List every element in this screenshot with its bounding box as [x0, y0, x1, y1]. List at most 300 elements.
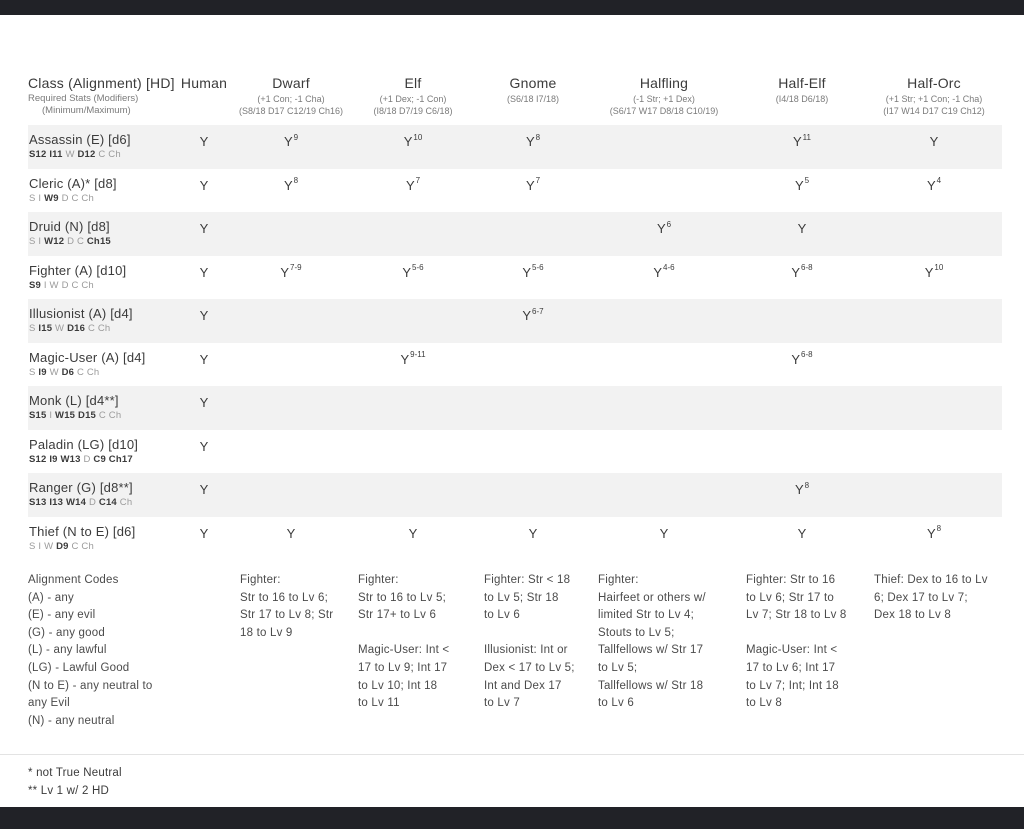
- note-line: to Lv 6: [598, 697, 634, 710]
- yes-marker: Y: [926, 525, 936, 541]
- note-line: Illusionist: Int or: [484, 644, 568, 657]
- race-note-gnome: [476, 572, 590, 730]
- race-name: Dwarf: [272, 75, 310, 91]
- yes-marker: Y: [797, 525, 807, 541]
- race-column-header-gnome: [476, 74, 590, 117]
- yes-marker: Y: [199, 264, 209, 280]
- availability-cell: [866, 393, 1002, 430]
- level-limit-superscript: 6: [666, 219, 672, 229]
- stat-segment: I9: [38, 366, 50, 378]
- race-name: Halfling: [639, 75, 689, 91]
- footnotes: [28, 764, 122, 800]
- stat-segment: W9: [44, 192, 62, 204]
- stat-segment: S13: [29, 497, 50, 508]
- note-line: Str to 16 to Lv 5;: [358, 591, 446, 604]
- class-name: Magic-User (A) [d4]: [29, 349, 146, 365]
- yes-marker: Y: [794, 482, 804, 497]
- race-stat-minmax: (S6/18 I7/18): [506, 94, 560, 104]
- class-cell: [28, 219, 176, 256]
- note-paragraph: [240, 572, 350, 642]
- yes-marker: Y: [656, 221, 666, 236]
- stat-segment: Ch17: [108, 453, 133, 465]
- yes-marker: Y: [405, 177, 415, 193]
- availability-cell: [232, 132, 350, 169]
- availability-cell: [232, 219, 350, 256]
- level-limit-superscript: 6-8: [801, 350, 813, 360]
- stat-segment: D: [61, 279, 72, 291]
- stat-segment: I: [38, 236, 45, 247]
- stat-segment: S15: [29, 410, 50, 421]
- note-line: to Lv 7; Int; Int 18: [746, 679, 839, 692]
- class-cell: [28, 306, 176, 343]
- class-cell: [28, 480, 176, 517]
- note-line: to Lv 6; Str 17 to: [746, 591, 834, 604]
- availability-cell: [176, 132, 232, 169]
- availability-cell: [350, 480, 476, 517]
- availability-cell: [476, 350, 590, 387]
- table-row: [28, 169, 1002, 213]
- availability-cell: [476, 437, 590, 474]
- stat-segment: S9: [29, 279, 44, 291]
- class-cell: [28, 350, 176, 387]
- note-line: Stouts to Lv 5;: [598, 626, 675, 639]
- yes-marker: Y: [653, 264, 663, 280]
- note-line: Magic-User: Int <: [746, 644, 838, 657]
- availability-cell: [176, 437, 232, 474]
- note-line: to Lv 6: [484, 609, 520, 622]
- stat-segment: S: [29, 236, 39, 247]
- class-cell: [28, 176, 176, 213]
- availability-cell: [176, 480, 232, 517]
- availability-cell: [232, 437, 350, 474]
- note-line: Lv 7; Str 18 to Lv 8: [746, 609, 847, 622]
- stat-segment: C: [76, 366, 87, 378]
- availability-cell: [738, 393, 866, 430]
- race-stat-modifiers: (-1 Str; +1 Dex): [633, 94, 695, 104]
- availability-cell: [350, 176, 476, 213]
- class-name: Monk (L) [d4**]: [29, 393, 119, 408]
- class-name: Fighter (A) [d10]: [29, 262, 127, 278]
- class-cell: [28, 524, 176, 561]
- availability-cell: [476, 132, 590, 169]
- class-name: Ranger (G) [d8**]: [29, 480, 133, 495]
- note-line: Thief: Dex to 16 to Lv: [874, 574, 988, 586]
- table-row: [28, 386, 1002, 430]
- stat-segment: I: [49, 410, 56, 421]
- note-line: Fighter:: [240, 574, 281, 586]
- stat-segment: S12: [29, 149, 50, 160]
- note-line: Dex < 17 to Lv 5;: [484, 661, 575, 674]
- required-stats-line: [29, 497, 176, 509]
- table-row: [28, 212, 1002, 256]
- alignment-code-line: (A) - any: [28, 591, 74, 604]
- yes-marker: Y: [280, 264, 290, 280]
- alignment-code-line: any Evil: [28, 697, 70, 710]
- availability-cell: [590, 437, 738, 474]
- race-name: Half-Elf: [778, 75, 826, 91]
- stat-segment: W: [49, 279, 62, 291]
- alignment-code-line: (G) - any good: [28, 626, 105, 639]
- note-line: to Lv 5;: [598, 661, 638, 674]
- yes-marker: Y: [791, 264, 801, 280]
- table-row: [28, 430, 1002, 474]
- yes-marker: Y: [408, 525, 418, 541]
- table-row: [28, 517, 1002, 561]
- availability-cell: [866, 437, 1002, 474]
- race-stat-modifiers: (+1 Dex; -1 Con): [379, 94, 447, 104]
- stat-segment: C14: [98, 497, 120, 508]
- alignment-codes: [28, 572, 232, 730]
- alignment-code-line: (LG) - Lawful Good: [28, 661, 130, 674]
- availability-cell: [476, 480, 590, 517]
- race-note-dwarf: [232, 572, 350, 730]
- note-paragraph: [874, 572, 1002, 625]
- availability-cell: [232, 263, 350, 300]
- table-row: [28, 125, 1002, 169]
- yes-marker: Y: [929, 134, 939, 149]
- alignment-codes-title: Alignment Codes: [28, 574, 119, 586]
- availability-cell: [866, 219, 1002, 256]
- availability-cell: [590, 263, 738, 300]
- stat-segment: Ch: [97, 323, 111, 334]
- stat-segment: Ch: [86, 366, 100, 378]
- note-line: 6; Dex 17 to Lv 7;: [874, 591, 968, 604]
- availability-cell: [590, 480, 738, 517]
- class-column-header: [28, 74, 176, 117]
- availability-cell: [350, 306, 476, 343]
- stat-segment: C: [71, 279, 82, 291]
- stat-segment: W: [55, 323, 68, 334]
- yes-marker: Y: [528, 525, 538, 541]
- availability-cell: [176, 263, 232, 300]
- availability-cell: [350, 393, 476, 430]
- level-limit-superscript: 8: [535, 132, 541, 142]
- race-note-halfling: [590, 572, 738, 730]
- availability-cell: [738, 132, 866, 169]
- availability-cell: [176, 350, 232, 387]
- alignment-code-line: (E) - any evil: [28, 609, 96, 622]
- yes-marker: Y: [286, 525, 296, 541]
- race-name: Elf: [404, 75, 422, 91]
- availability-cell: [176, 219, 232, 256]
- note-paragraph: [746, 642, 866, 712]
- availability-cell: [866, 263, 1002, 300]
- availability-cell: [866, 480, 1002, 517]
- note-paragraph: [598, 572, 738, 713]
- table-row: [28, 343, 1002, 387]
- yes-marker: Y: [199, 438, 209, 454]
- race-note-half-orc: [866, 572, 1002, 730]
- note-line: limited Str to Lv 4;: [598, 609, 695, 622]
- stat-segment: Ch: [108, 149, 121, 160]
- yes-marker: Y: [924, 264, 934, 280]
- class-cell: [28, 437, 176, 474]
- level-limit-superscript: 10: [934, 263, 944, 273]
- class-name: Druid (N) [d8]: [29, 219, 110, 234]
- race-stat-minmax: (I8/18 D7/19 C6/18): [373, 106, 453, 116]
- level-limit-superscript: 6-7: [532, 306, 544, 316]
- availability-cell: [866, 176, 1002, 213]
- level-limit-superscript: 7: [535, 176, 541, 186]
- race-column-header-half-orc: [866, 74, 1002, 117]
- required-stats-line: [29, 193, 176, 205]
- availability-cell: [232, 176, 350, 213]
- stat-segment: I9: [49, 453, 61, 465]
- level-limit-superscript: 9: [293, 132, 299, 142]
- stat-segment: C9: [93, 453, 109, 465]
- stat-segment: D: [61, 192, 72, 204]
- note-paragraph: [746, 572, 866, 625]
- yes-marker: Y: [199, 525, 209, 541]
- availability-cell: [232, 306, 350, 343]
- note-line: to Lv 11: [358, 697, 400, 710]
- level-limit-superscript: 5-6: [412, 263, 424, 273]
- stat-segment: I: [43, 279, 50, 291]
- class-header-sub1: Required Stats (Modifiers): [28, 93, 139, 104]
- availability-cell: [738, 437, 866, 474]
- stat-segment: C: [98, 410, 109, 421]
- stat-segment: C: [98, 149, 109, 160]
- note-line: Tallfellows w/ Str 18: [598, 679, 704, 692]
- stat-segment: D12: [77, 149, 99, 160]
- race-column-header-elf: [350, 74, 476, 117]
- note-line: 17 to Lv 6; Int 17: [746, 661, 836, 674]
- availability-cell: [738, 350, 866, 387]
- stat-segment: C: [71, 192, 82, 204]
- table-row: [28, 299, 1002, 343]
- note-line: to Lv 10; Int 18: [358, 679, 438, 692]
- required-stats-line: [29, 454, 176, 466]
- stat-segment: W15: [55, 410, 79, 421]
- table-row: [28, 473, 1002, 517]
- availability-cell: [232, 350, 350, 387]
- note-paragraph: [358, 572, 476, 625]
- stat-segment: D: [83, 453, 94, 465]
- availability-cell: [176, 393, 232, 430]
- level-limit-superscript: 4: [936, 176, 942, 186]
- note-line: Fighter:: [358, 574, 399, 586]
- race-note-half-elf: [738, 572, 866, 730]
- note-line: Dex 18 to Lv 8: [874, 609, 951, 622]
- availability-cell: [738, 219, 866, 256]
- note-line: Fighter:: [598, 574, 639, 586]
- stat-segment: W: [65, 149, 78, 160]
- level-limit-superscript: 7-9: [290, 263, 302, 273]
- yes-marker: Y: [522, 308, 532, 323]
- availability-cell: [866, 350, 1002, 387]
- race-column-header-dwarf: [232, 74, 350, 117]
- alignment-code-line: (N) - any neutral: [28, 714, 115, 727]
- stat-segment: I11: [49, 149, 66, 160]
- note-paragraph: [484, 642, 590, 712]
- availability-cell: [590, 350, 738, 387]
- availability-cell: [350, 219, 476, 256]
- note-line: Magic-User: Int <: [358, 644, 450, 657]
- note-paragraph: [484, 572, 590, 625]
- stat-segment: Ch: [81, 279, 94, 291]
- note-line: to Lv 7: [484, 697, 520, 710]
- race-stat-modifiers: (+1 Str; +1 Con; -1 Cha): [885, 94, 983, 104]
- required-stats-line: [29, 323, 176, 335]
- availability-cell: [590, 132, 738, 169]
- stat-segment: S12: [29, 453, 50, 465]
- stat-segment: S: [29, 366, 39, 378]
- availability-cell: [176, 306, 232, 343]
- stat-segment: C: [76, 236, 87, 247]
- stat-segment: W14: [66, 497, 89, 508]
- note-line: 18 to Lv 9: [240, 626, 293, 639]
- availability-cell: [866, 306, 1002, 343]
- yes-marker: Y: [199, 482, 209, 497]
- availability-cell: [176, 176, 232, 213]
- yes-marker: Y: [199, 177, 209, 193]
- yes-marker: Y: [402, 264, 412, 280]
- yes-marker: Y: [525, 134, 535, 149]
- yes-marker: Y: [522, 264, 532, 280]
- availability-cell: [350, 132, 476, 169]
- yes-marker: Y: [525, 177, 535, 193]
- availability-cell: [476, 524, 590, 561]
- class-name: Thief (N to E) [d6]: [29, 523, 136, 539]
- table-body: [28, 125, 1002, 560]
- alignment-code-line: (N to E) - any neutral to: [28, 679, 153, 692]
- race-name: Human: [180, 75, 228, 91]
- bottom-window-band: [0, 807, 1024, 829]
- availability-cell: [738, 306, 866, 343]
- stat-segment: W12: [44, 236, 68, 247]
- availability-cell: [738, 176, 866, 213]
- stat-segment: S: [29, 540, 39, 552]
- note-paragraph: [358, 642, 476, 712]
- class-header-sub2: (Minimum/Maximum): [42, 105, 131, 116]
- race-stat-minmax: (I4/18 D6/18): [775, 94, 829, 104]
- required-stats-line: [29, 280, 176, 292]
- class-name: Cleric (A)* [d8]: [29, 175, 117, 191]
- level-limit-superscript: 5: [804, 176, 810, 186]
- availability-cell: [738, 480, 866, 517]
- stat-segment: W: [44, 540, 57, 552]
- class-cell: [28, 132, 176, 169]
- stat-segment: C: [71, 540, 82, 552]
- stat-segment: Ch15: [86, 236, 111, 247]
- availability-cell: [590, 176, 738, 213]
- note-line: Str 17+ to Lv 6: [358, 609, 437, 622]
- top-window-band: [0, 0, 1024, 15]
- note-line: Fighter: Str to 16: [746, 574, 836, 586]
- race-stat-minmax: (I17 W14 D17 C19 Ch12): [883, 106, 985, 116]
- stat-segment: D9: [56, 540, 72, 552]
- yes-marker: Y: [403, 134, 413, 149]
- availability-cell: [866, 132, 1002, 169]
- yes-marker: Y: [199, 308, 209, 323]
- availability-cell: [590, 306, 738, 343]
- yes-marker: Y: [400, 351, 410, 367]
- footnote-line: * not True Neutral: [28, 767, 122, 779]
- yes-marker: Y: [659, 525, 669, 541]
- table-row: [28, 256, 1002, 300]
- stat-segment: D16: [67, 323, 88, 334]
- level-limit-superscript: 8: [936, 524, 942, 534]
- stat-segment: Ch: [81, 192, 94, 204]
- yes-marker: Y: [199, 395, 209, 410]
- availability-cell: [350, 437, 476, 474]
- availability-cell: [232, 480, 350, 517]
- availability-cell: [476, 176, 590, 213]
- header-row: [28, 74, 1002, 117]
- level-limit-superscript: 9-11: [410, 350, 426, 360]
- required-stats-line: [29, 367, 176, 379]
- required-stats-line: [29, 236, 176, 248]
- availability-cell: [476, 306, 590, 343]
- level-limit-superscript: 8: [293, 176, 299, 186]
- stat-segment: D: [88, 497, 99, 508]
- race-column-header-halfling: [590, 74, 738, 117]
- stat-segment: I15: [38, 323, 56, 334]
- note-line: Fighter: Str < 18: [484, 574, 571, 586]
- note-line: Str to 16 to Lv 6;: [240, 591, 328, 604]
- class-header-title: Class (Alignment) [HD]: [28, 75, 175, 91]
- race-stat-minmax: (S6/17 W17 D8/18 C10/19): [609, 106, 719, 116]
- level-limit-superscript: 11: [802, 132, 811, 142]
- level-limit-superscript: 5-6: [532, 263, 544, 273]
- yes-marker: Y: [283, 134, 293, 149]
- stat-segment: S: [29, 323, 39, 334]
- race-column-header-half-elf: [738, 74, 866, 117]
- availability-cell: [232, 393, 350, 430]
- note-line: Int and Dex 17: [484, 679, 562, 692]
- class-name: Assassin (E) [d6]: [29, 132, 131, 147]
- required-stats-line: [29, 149, 176, 161]
- level-limit-superscript: 10: [413, 132, 423, 142]
- stat-segment: Ch: [108, 410, 122, 421]
- yes-marker: Y: [794, 177, 804, 193]
- yes-marker: Y: [199, 351, 209, 367]
- stat-segment: I: [38, 192, 45, 204]
- race-stat-modifiers: (+1 Con; -1 Cha): [257, 94, 325, 104]
- yes-marker: Y: [199, 221, 209, 236]
- notes-grid: [28, 572, 1002, 730]
- availability-cell: [590, 524, 738, 561]
- availability-cell: [590, 219, 738, 256]
- stat-segment: W13: [60, 453, 84, 465]
- yes-marker: Y: [793, 134, 802, 149]
- level-limit-superscript: 7: [415, 176, 421, 186]
- stat-segment: D6: [61, 366, 77, 378]
- required-stats-line: [29, 410, 176, 422]
- alignment-code-line: (L) - any lawful: [28, 644, 107, 657]
- class-cell: [28, 263, 176, 300]
- yes-marker: Y: [199, 134, 209, 149]
- required-stats-line: [29, 541, 176, 553]
- stat-segment: I: [38, 540, 45, 552]
- footnote-line: ** Lv 1 w/ 2 HD: [28, 785, 109, 797]
- yes-marker: Y: [791, 351, 801, 367]
- yes-marker: Y: [283, 177, 293, 193]
- availability-cell: [350, 350, 476, 387]
- stat-segment: D: [67, 236, 77, 247]
- availability-cell: [476, 263, 590, 300]
- note-line: to Lv 8: [746, 697, 782, 710]
- availability-cell: [738, 524, 866, 561]
- note-line: Hairfeet or others w/: [598, 591, 706, 604]
- yes-marker: Y: [926, 177, 936, 193]
- race-stat-minmax: (S8/18 D17 C12/19 Ch16): [238, 106, 344, 116]
- class-cell: [28, 393, 176, 430]
- race-column-header-human: [176, 74, 232, 117]
- yes-marker: Y: [797, 221, 807, 236]
- availability-cell: [738, 263, 866, 300]
- stat-segment: Ch: [119, 497, 133, 508]
